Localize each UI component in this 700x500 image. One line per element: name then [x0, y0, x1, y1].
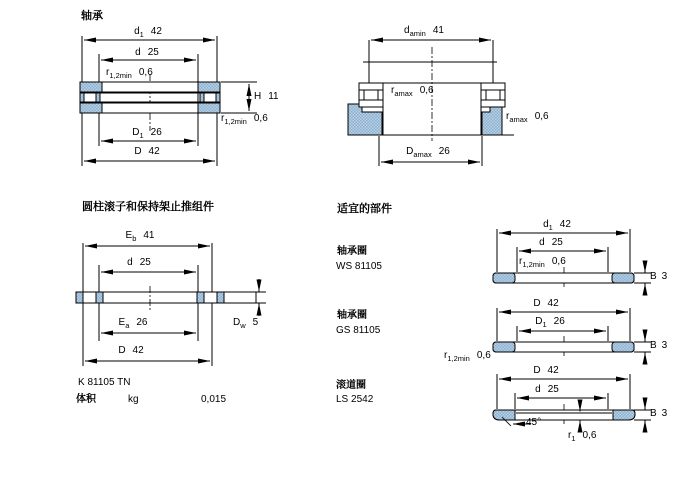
dim-Eb: $E_b$ 41 [125, 230, 155, 243]
ls-dim-d: d 25 [535, 384, 559, 395]
assembly-designation: K 81105 TN [78, 377, 131, 388]
ws-dim-d1: $d_1$ 42 [543, 219, 571, 232]
dim-r12-bottom: $r_{1,2min}$ 0,6 [221, 113, 268, 126]
dim-D: D 42 [134, 146, 160, 157]
dim-assembly-D: D 42 [118, 345, 144, 356]
dim-Dw: $D_w$ 5 [233, 317, 259, 330]
ws-dim-B: B 3 [650, 271, 668, 282]
assembly-section-title: 圆柱滚子和保持架止推组件 [82, 201, 214, 213]
gs-dim-r12: $r_{1,2min}$ 0,6 [444, 350, 491, 363]
gs-dim-D1: $D_1$ 26 [535, 316, 565, 329]
dim-Ea: $E_a$ 26 [118, 317, 148, 330]
dim-d: d 25 [135, 47, 159, 58]
mass-unit: kg [128, 394, 139, 405]
component-designation-ls: LS 2542 [336, 394, 374, 405]
gs-dim-D: D 42 [533, 298, 559, 309]
washer-gs-drawing [493, 308, 651, 362]
ws-dim-r12: $r_{1,2min}$ 0,6 [519, 256, 566, 269]
ls-chamfer-label: 45° [526, 417, 542, 428]
dim-ramax-inner: $r_{amax}$ 0,6 [391, 85, 434, 98]
dim-H: H 11 [254, 91, 279, 102]
dim-D1: $D_1$ 26 [132, 127, 162, 140]
ws-dim-d: d 25 [539, 237, 563, 248]
dim-ramax-outer: $r_{amax}$ 0,6 [506, 111, 549, 124]
bearing-section-title: 轴承 [81, 10, 103, 22]
mass-label: 体积 [76, 394, 96, 405]
ls-dim-r1: $r_1$ 0,6 [568, 430, 597, 443]
dim-Damax: $D_{amax}$ 26 [406, 146, 450, 159]
washer-ws-drawing [493, 229, 651, 293]
ls-dim-D: D 42 [533, 365, 559, 376]
component-type-ws: 轴承圈 [337, 246, 367, 257]
bearing-drawing [80, 36, 257, 166]
dim-assembly-d: d 25 [127, 257, 151, 268]
component-type-gs: 轴承圈 [337, 310, 367, 321]
components-section-title: 适宜的部件 [337, 203, 392, 215]
dim-damin: $d_{amin}$ 41 [404, 25, 444, 38]
assembly-drawing [76, 243, 266, 366]
washer-ls-drawing [493, 374, 651, 430]
gs-dim-B: B 3 [650, 340, 668, 351]
dim-d1: $d_1$ 42 [134, 26, 162, 39]
dim-r12-top: $r_{1,2min}$ 0,6 [106, 67, 153, 80]
mass-value: 0,015 [201, 394, 227, 405]
component-designation-ws: WS 81105 [336, 261, 382, 272]
component-type-ls: 滚道圈 [336, 380, 366, 391]
component-designation-gs: GS 81105 [336, 325, 381, 336]
ls-dim-B: B 3 [650, 408, 668, 419]
